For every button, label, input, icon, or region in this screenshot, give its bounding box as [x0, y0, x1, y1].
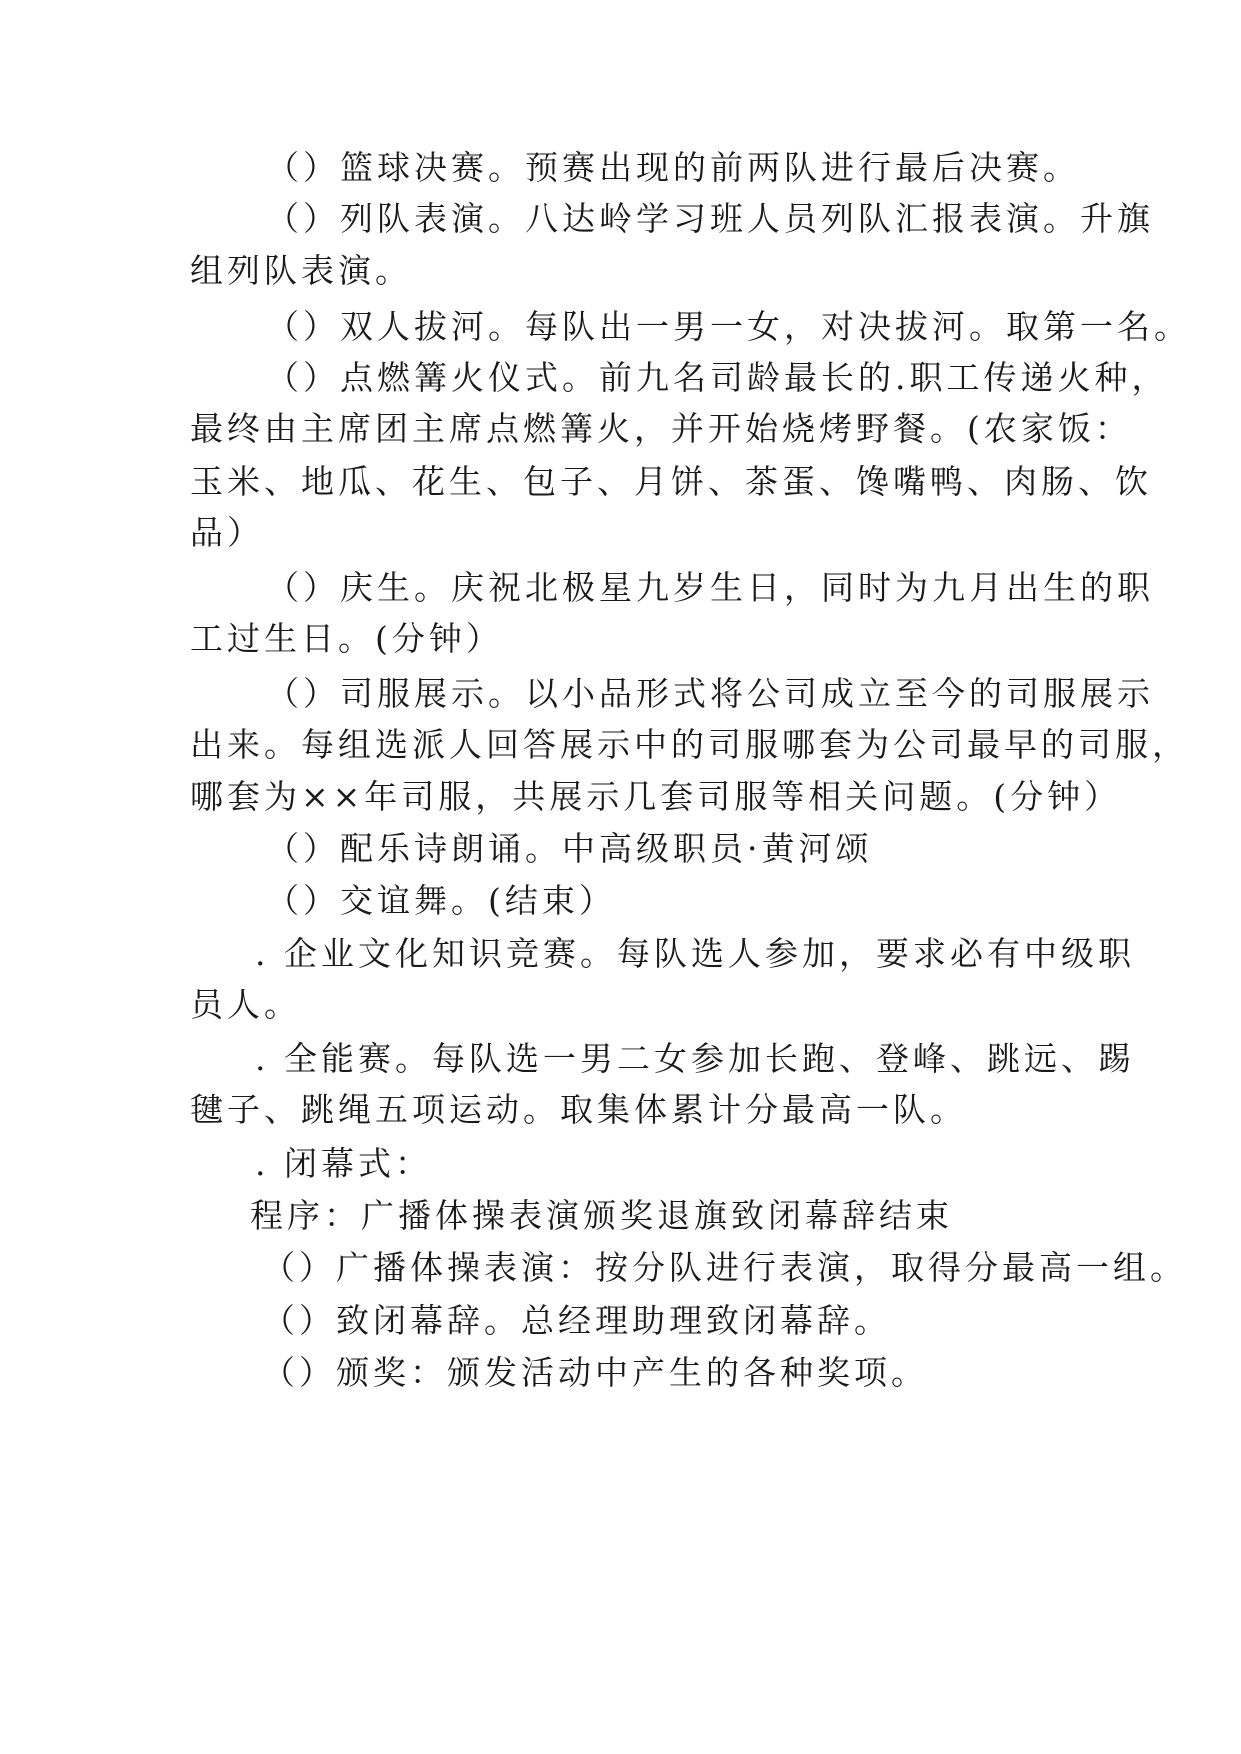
- text-line: （）篮球决赛。预赛出现的前两队进行最后决赛。: [266, 148, 1080, 187]
- text-line: 组列队表演。: [190, 251, 412, 290]
- text-line: 出来。每组选派人回答展示中的司服哪套为公司最早的司服，: [190, 725, 1189, 764]
- text-line: . 全能赛。每队选一男二女参加长跑、登峰、跳远、踢: [255, 1039, 1135, 1078]
- text-line: . 闭幕式：: [255, 1144, 432, 1183]
- text-line: . 企业文化知识竞赛。每队选人参加，要求必有中级职: [255, 934, 1135, 973]
- text-line: 员人。: [190, 985, 301, 1024]
- text-line: （）广播体操表演：按分队进行表演，取得分最高一组。: [262, 1248, 1187, 1287]
- text-line: （）颁奖：颁发活动中产生的各种奖项。: [262, 1353, 928, 1392]
- text-line: （）致闭幕辞。总经理助理致闭幕辞。: [262, 1301, 891, 1340]
- text-line: （）司服展示。以小品形式将公司成立至今的司服展示: [266, 674, 1154, 713]
- text-line: （）双人拔河。每队出一男一女，对决拔河。取第一名。: [266, 307, 1191, 346]
- text-line: 哪套为××年司服，共展示几套司服等相关问题。(分钟）: [190, 777, 1122, 816]
- text-line: 工过生日。(分钟）: [190, 619, 503, 658]
- text-line: 程序：广播体操表演颁奖退旗致闭幕辞结束: [250, 1196, 953, 1235]
- text-line: 毽子、跳绳五项运动。取集体累计分最高一队。: [190, 1090, 967, 1129]
- text-line: （）庆生。庆祝北极星九岁生日，同时为九月出生的职: [266, 568, 1154, 607]
- text-line: 品）: [190, 513, 264, 552]
- text-line: （）列队表演。八达岭学习班人员列队汇报表演。升旗: [266, 199, 1154, 238]
- text-line: （）点燃篝火仪式。前九名司龄最长的.职工传递火种，: [266, 358, 1169, 397]
- text-line: （）配乐诗朗诵。中高级职员·黄河颂: [266, 829, 873, 868]
- text-line: 玉米、地瓜、花生、包子、月饼、茶蛋、馋嘴鸭、肉肠、饮: [190, 462, 1152, 501]
- text-line: （）交谊舞。(结束）: [266, 881, 616, 920]
- text-line: 最终由主席团主席点燃篝火，并开始烧烤野餐。(农家饭：: [190, 409, 1132, 448]
